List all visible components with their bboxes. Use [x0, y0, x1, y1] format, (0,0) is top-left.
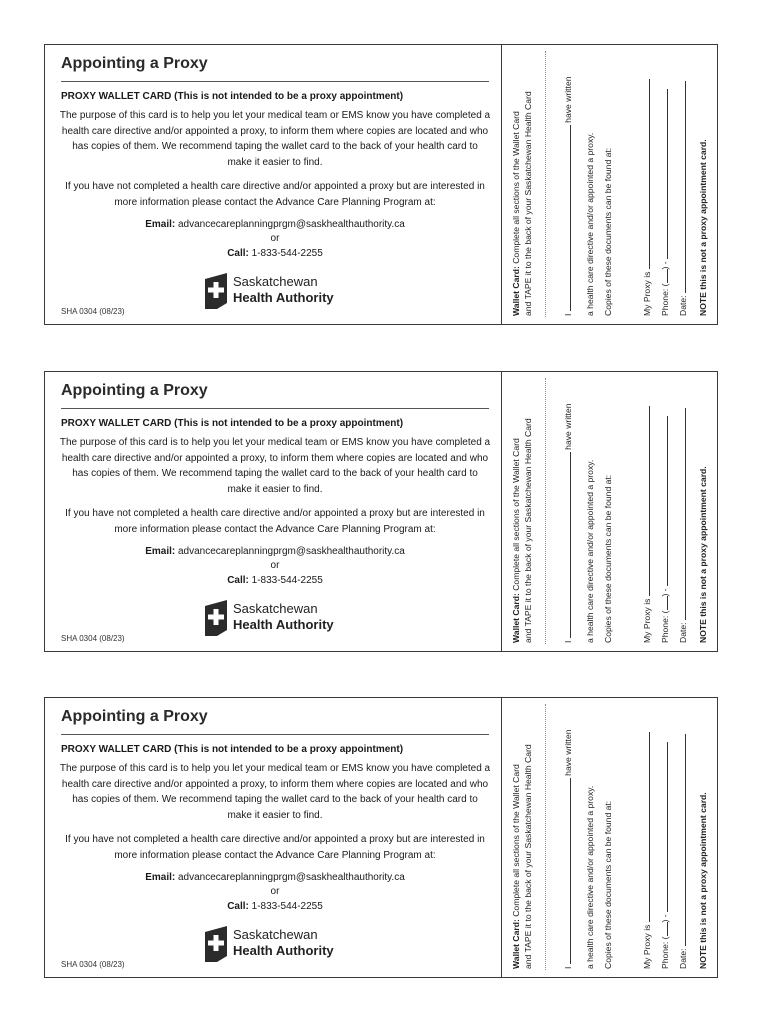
name-field[interactable] — [562, 452, 571, 638]
copies-label: Copies of these documents can be found at: — [603, 800, 613, 969]
call-label: Call: — [227, 901, 249, 912]
phone-label: Phone: ( — [660, 610, 670, 643]
wallet-card-label: Wallet Card: — [511, 593, 521, 643]
area-code-field[interactable] — [659, 597, 668, 611]
email-address[interactable]: advancecareplanningprgm@saskhealthauthority.ca — [178, 546, 405, 557]
date-label: Date: — [678, 295, 688, 316]
written-line — [562, 385, 573, 643]
or-text: or — [270, 233, 280, 244]
note-text: NOTE this is not a proxy appointment card. — [698, 792, 708, 969]
date-field[interactable] — [677, 81, 686, 293]
phone-number-field[interactable] — [659, 742, 668, 912]
date-line — [677, 81, 688, 316]
call-line — [59, 899, 491, 914]
saskatchewan-province-cross-icon — [203, 273, 229, 309]
proxy-label: My Proxy is — [642, 924, 652, 969]
i-label: I — [563, 313, 573, 316]
have-written-label: have written — [563, 76, 573, 123]
phone-number[interactable]: 1-833-544-2255 — [251, 575, 323, 586]
info-paragraph: If you have not completed a health care directive and/or appointed a proxy but are interested in more information please contact the Advance Care Planning Program at: — [65, 508, 485, 535]
title-divider — [61, 734, 489, 735]
card-divider — [501, 372, 502, 651]
card-title: Appointing a Proxy — [61, 708, 208, 725]
sha-logo — [203, 273, 353, 311]
call-line — [59, 246, 491, 261]
proxy-wallet-card — [44, 697, 718, 978]
card-front — [45, 45, 501, 324]
logo-line-2: Health Authority — [233, 290, 334, 305]
sha-logo — [203, 926, 353, 964]
phone-line — [659, 742, 670, 969]
wallet-card-text-1: Complete all sections of the Wallet Card — [511, 764, 521, 917]
i-label: I — [563, 966, 573, 969]
written-line — [562, 711, 573, 969]
email-line — [59, 544, 491, 559]
wallet-card-text-1: Complete all sections of the Wallet Card — [511, 438, 521, 591]
title-divider — [61, 408, 489, 409]
wallet-card-text-1: Complete all sections of the Wallet Card — [511, 111, 521, 264]
form-code: SHA 0304 (08/23) — [61, 634, 125, 643]
email-label: Email: — [145, 546, 176, 557]
card-subtitle: PROXY WALLET CARD (This is not intended to be a proxy appointment) — [61, 91, 404, 102]
proxy-wallet-card — [44, 44, 718, 325]
card-front — [45, 698, 501, 977]
card-subtitle: PROXY WALLET CARD (This is not intended to be a proxy appointment) — [61, 418, 404, 429]
name-field[interactable] — [562, 778, 571, 964]
card-title: Appointing a Proxy — [61, 55, 208, 72]
purpose-paragraph: The purpose of this card is to help you let your medical team or EMS know you have completed a health care directive and/or appointed a proxy, to inform them where copies are located and who has copies of them. We recommend taping the wallet card to the back of your health card to make it easier to find. — [59, 110, 491, 168]
logo-line-1: Saskatchewan — [233, 601, 318, 616]
cut-line — [545, 51, 546, 317]
phone-line — [659, 416, 670, 643]
form-code: SHA 0304 (08/23) — [61, 307, 125, 316]
email-address[interactable]: advancecareplanningprgm@saskhealthauthority.ca — [178, 872, 405, 883]
email-label: Email: — [145, 872, 176, 883]
note-text: NOTE this is not a proxy appointment card. — [698, 139, 708, 316]
wallet-card-instruction-1 — [511, 438, 521, 643]
purpose-paragraph: The purpose of this card is to help you let your medical team or EMS know you have completed a health care directive and/or appointed a proxy, to inform them where copies are located and who has copies of them. We recommend taping the wallet card to the back of your health card to make it easier to find. — [59, 763, 491, 821]
wallet-card-instruction-2: and TAPE it to the back of your Saskatchewan Health Card — [523, 91, 533, 316]
wallet-card-instruction-1 — [511, 764, 521, 969]
copies-label: Copies of these documents can be found at: — [603, 147, 613, 316]
email-line — [59, 870, 491, 885]
cut-line — [545, 704, 546, 970]
date-line — [677, 734, 688, 969]
card-divider — [501, 45, 502, 324]
phone-number[interactable]: 1-833-544-2255 — [251, 248, 323, 259]
purpose-paragraph: The purpose of this card is to help you let your medical team or EMS know you have completed a health care directive and/or appointed a proxy, to inform them where copies are located and who has copies of them. We recommend taping the wallet card to the back of your health card to make it easier to find. — [59, 437, 491, 495]
date-field[interactable] — [677, 734, 686, 946]
copies-line — [603, 475, 613, 643]
info-paragraph: If you have not completed a health care directive and/or appointed a proxy but are interested in more information please contact the Advance Care Planning Program at: — [65, 834, 485, 861]
card-front — [45, 372, 501, 651]
proxy-wallet-card — [44, 371, 718, 652]
phone-line — [659, 89, 670, 316]
card-title: Appointing a Proxy — [61, 382, 208, 399]
note-text: NOTE this is not a proxy appointment card. — [698, 466, 708, 643]
phone-label: Phone: ( — [660, 283, 670, 316]
have-written-label: have written — [563, 729, 573, 776]
proxy-line — [641, 406, 652, 643]
card-subtitle: PROXY WALLET CARD (This is not intended to be a proxy appointment) — [61, 744, 404, 755]
wallet-card-label: Wallet Card: — [511, 919, 521, 969]
call-label: Call: — [227, 575, 249, 586]
logo-line-2: Health Authority — [233, 617, 334, 632]
directive-line: a health care directive and/or appointed a proxy. — [585, 459, 595, 643]
phone-number-field[interactable] — [659, 89, 668, 259]
or-text: or — [270, 560, 280, 571]
email-label: Email: — [145, 219, 176, 230]
sha-logo — [203, 600, 353, 638]
date-field[interactable] — [677, 408, 686, 620]
directive-line: a health care directive and/or appointed a proxy. — [585, 785, 595, 969]
wallet-card-instruction-1 — [511, 111, 521, 316]
phone-label: Phone: ( — [660, 936, 670, 969]
form-code: SHA 0304 (08/23) — [61, 960, 125, 969]
copies-line — [603, 148, 613, 316]
date-label: Date: — [678, 622, 688, 643]
phone-separator: ) - — [660, 261, 670, 270]
proxy-name-field[interactable] — [641, 79, 650, 269]
logo-line-1: Saskatchewan — [233, 927, 318, 942]
card-divider — [501, 698, 502, 977]
phone-number[interactable]: 1-833-544-2255 — [251, 901, 323, 912]
wallet-card-instruction-2: and TAPE it to the back of your Saskatchewan Health Card — [523, 418, 533, 643]
written-line — [562, 58, 573, 316]
logo-line-1: Saskatchewan — [233, 274, 318, 289]
saskatchewan-province-cross-icon — [203, 926, 229, 962]
proxy-name-field[interactable] — [641, 732, 650, 922]
wallet-card-label: Wallet Card: — [511, 266, 521, 316]
proxy-label: My Proxy is — [642, 598, 652, 643]
date-label: Date: — [678, 948, 688, 969]
cut-line — [545, 378, 546, 644]
copies-line — [603, 801, 613, 969]
logo-line-2: Health Authority — [233, 943, 334, 958]
title-divider — [61, 81, 489, 82]
i-label: I — [563, 640, 573, 643]
email-address[interactable]: advancecareplanningprgm@saskhealthauthority.ca — [178, 219, 405, 230]
area-code-field[interactable] — [659, 270, 668, 284]
proxy-line — [641, 732, 652, 969]
info-paragraph: If you have not completed a health care directive and/or appointed a proxy but are interested in more information please contact the Advance Care Planning Program at: — [65, 181, 485, 208]
phone-number-field[interactable] — [659, 416, 668, 586]
call-line — [59, 573, 491, 588]
directive-line: a health care directive and/or appointed a proxy. — [585, 132, 595, 316]
have-written-label: have written — [563, 403, 573, 450]
proxy-line — [641, 79, 652, 316]
date-line — [677, 408, 688, 643]
phone-separator: ) - — [660, 588, 670, 597]
copies-label: Copies of these documents can be found at: — [603, 474, 613, 643]
proxy-label: My Proxy is — [642, 271, 652, 316]
or-text: or — [270, 886, 280, 897]
saskatchewan-province-cross-icon — [203, 600, 229, 636]
proxy-name-field[interactable] — [641, 406, 650, 596]
phone-separator: ) - — [660, 914, 670, 923]
call-label: Call: — [227, 248, 249, 259]
area-code-field[interactable] — [659, 923, 668, 937]
name-field[interactable] — [562, 125, 571, 311]
wallet-card-instruction-2: and TAPE it to the back of your Saskatchewan Health Card — [523, 744, 533, 969]
email-line — [59, 217, 491, 232]
